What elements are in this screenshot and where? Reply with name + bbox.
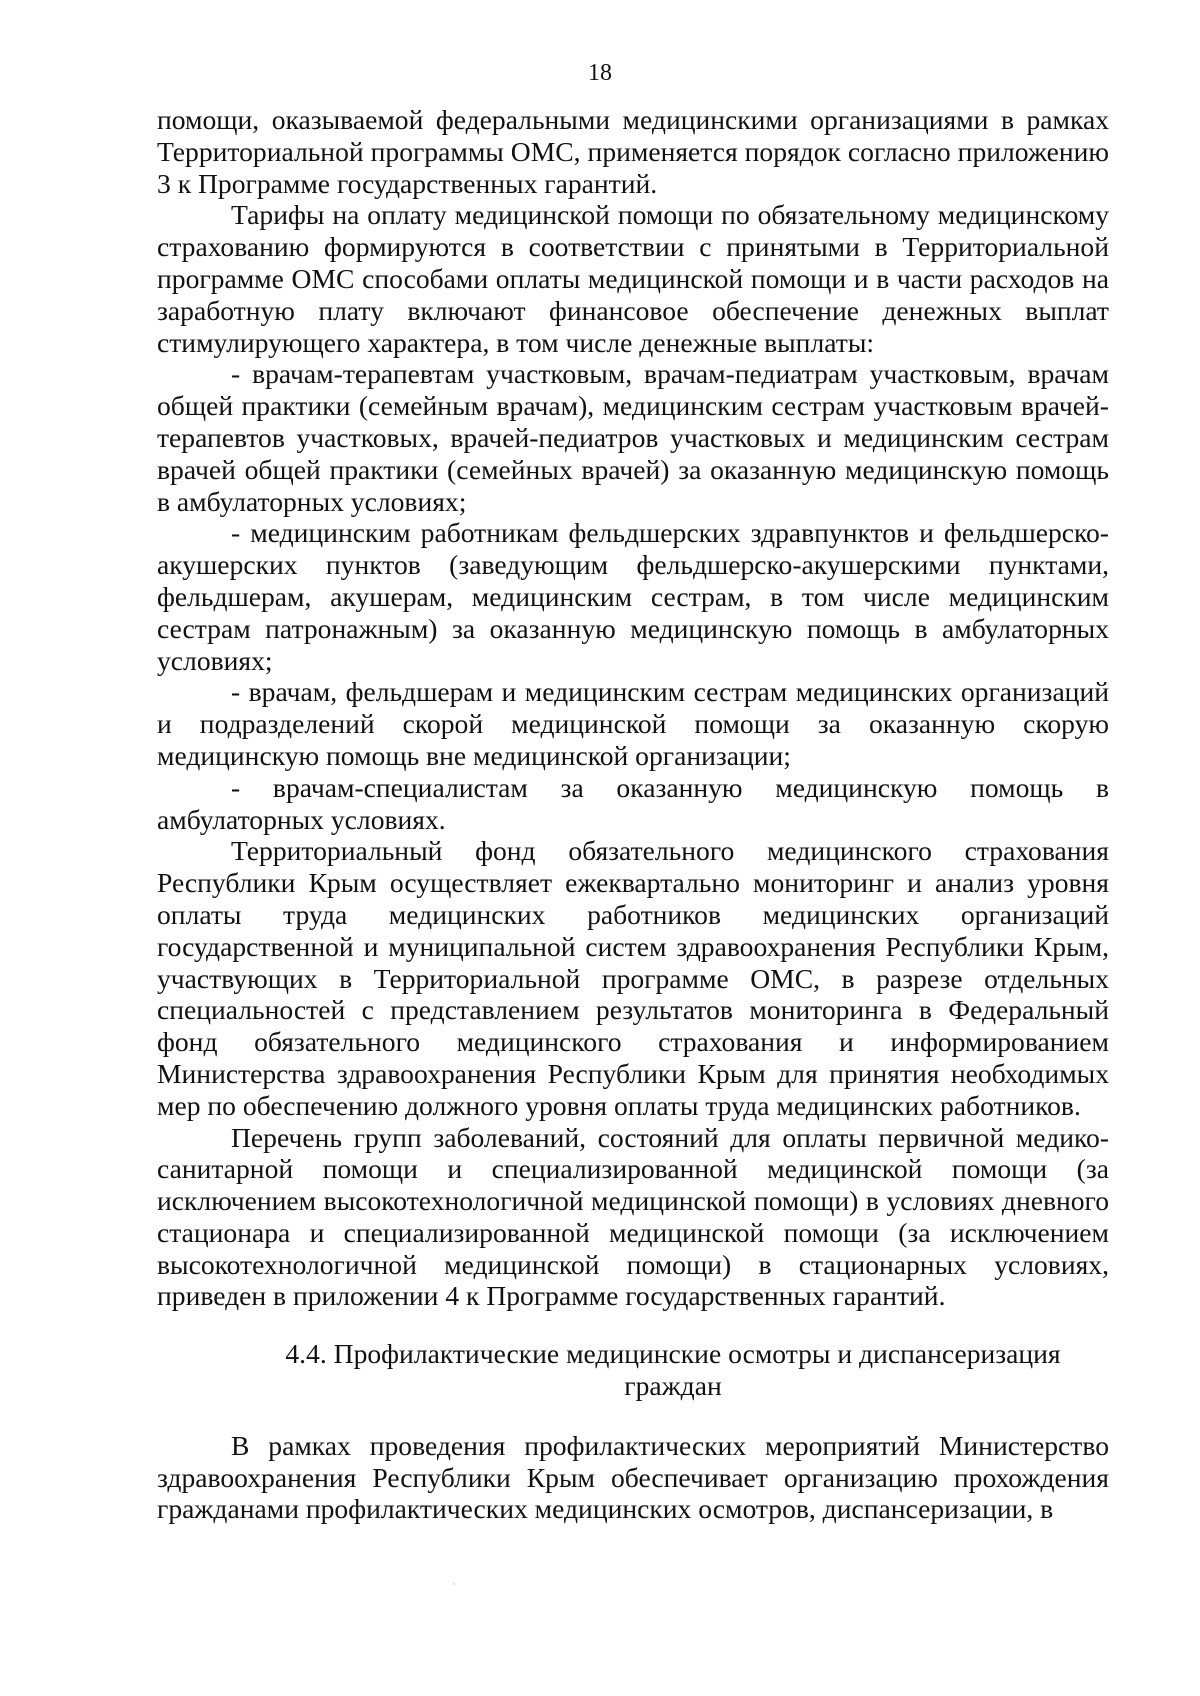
document-body	[157, 104, 1109, 1525]
paragraph-preventive-measures: В рамках проведения профилактических мероприятий Министерство здравоохранения Республики Крым обеспечивает организацию прохождения гражданами профилактических медицинских осмотров, диспансеризации, в	[157, 1429, 1109, 1525]
list-item-feldsher-stations: - медицинским работникам фельдшерских здравпунктов и фельдшерско-акушерских пунктов (заведующим фельдшерско-акушерскими пунктами, фельдшерам, акушерам, медицинским сестрам, в том числе медицинским сестрам патронажным) за оказанную медицинскую помощь в амбулаторных условиях;	[157, 517, 1109, 676]
paragraph-monitoring: Территориальный фонд обязательного медицинского страхования Республики Крым осуществляет ежеквартально мониторинг и анализ уровня оплаты труда медицинских работников медицинских организаций государственной и муниципальной систем здравоохранения Республики Крым, участвующих в Территориальной программе ОМС, в разрезе отдельных специальностей с представлением результатов мониторинга в Федеральный фонд обязательного медицинского страхования и информированием Министерства здравоохранения Республики Крым для принятия необходимых мер по обеспечению должного уровня оплаты труда медицинских работников.	[157, 835, 1109, 1121]
paragraph-tariffs: Тарифы на оплату медицинской помощи по обязательному медицинскому страхованию формируются в соответствии с принятыми в Территориальной программе ОМС способами оплаты медицинской помощи и в части расходов на заработную плату включают финансовое обеспечение денежных выплат стимулирующего характера, в том числе денежные выплаты:	[157, 199, 1109, 358]
section-heading-line-2: граждан	[624, 1370, 722, 1402]
list-item-specialists: - врачам-специалистам за оказанную медицинскую помощь в амбулаторных условиях.	[157, 771, 1109, 835]
scan-speck: ˙	[452, 1580, 456, 1594]
page-number: 18	[588, 60, 612, 86]
list-item-emergency-care: - врачам, фельдшерам и медицинским сестрам медицинских организаций и подразделений скорой медицинской помощи за оказанную скорую медицинскую помощь вне медицинской организации;	[157, 676, 1109, 771]
paragraph-continuation: помощи, оказываемой федеральными медицинскими организациями в рамках Территориальной программы ОМС, применяется порядок согласно приложению 3 к Программе государственных гарантий.	[157, 104, 1109, 199]
list-item-district-physicians: - врачам-терапевтам участковым, врачам-педиатрам участковым, врачам общей практики (семейным врачам), медицинским сестрам участковым врачей-терапевтов участковых, врачей-педиатров участковых и медицинским сестрам врачей общей практики (семейных врачей) за оказанную медицинскую помощь в амбулаторных условиях;	[157, 358, 1109, 517]
paragraph-disease-groups: Перечень групп заболеваний, состояний для оплаты первичной медико-санитарной помощи и специализированной медицинской помощи (за исключением высокотехнологичной медицинской помощи) в условиях дневного стационара и специализированной медицинской помощи (за исключением высокотехнологичной медицинской помощи) в стационарных условиях, приведен в приложении 4 к Программе государственных гарантий.	[157, 1121, 1109, 1312]
section-heading-line-1: 4.4. Профилактические медицинские осмотры и диспансеризация	[285, 1338, 1061, 1370]
section-heading	[157, 1338, 1109, 1402]
